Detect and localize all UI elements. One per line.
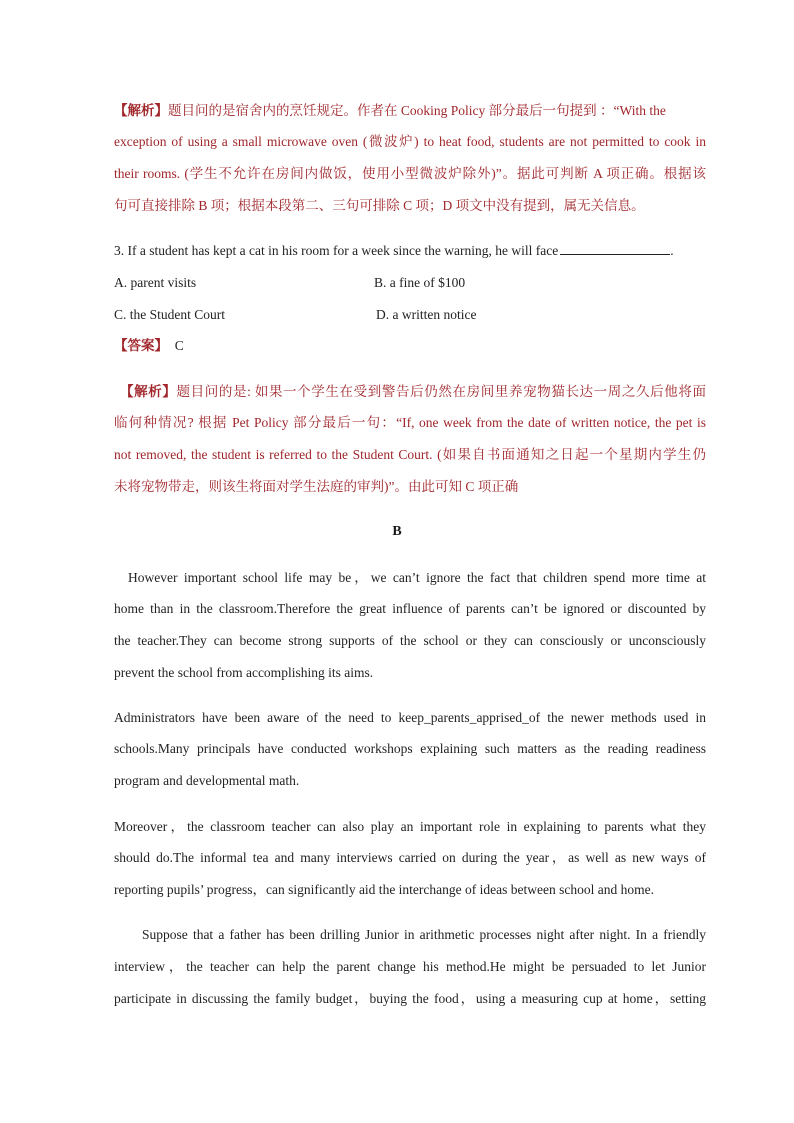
question-3-stem: 3. If a student has kept a cat in his room for a week since the warning, he will face .	[114, 243, 674, 258]
analysis-2-line-4: 未将宠物带走，则该生将面对学生法庭的审判)”。由此可知 C 项正确	[114, 479, 519, 494]
answer-line	[114, 337, 184, 355]
answer-value: C	[174, 338, 184, 353]
analysis-2-line-2: 临何种情况? 根据 Pet Policy 部分最后一句：“If, one week from the date of written notice, the pet is	[114, 415, 706, 430]
analysis-1-line-3: their rooms. (学生不允许在房间内做饭，使用小型微波炉除外)”。据此可判断 A 项正确。根据该	[114, 166, 706, 181]
passage-p2-line-3: program and developmental math.	[114, 773, 300, 788]
option-d: D. a written notice	[376, 307, 477, 322]
passage-p4-line-1: Suppose that a father has been drilling Junior in arithmetic processes night after night. In a friendly	[142, 927, 706, 942]
analysis-2-line-3: not removed, the student is referred to the Student Court. (如果自书面通知之日起一个星期内学生仍	[114, 447, 706, 462]
passage-p1-line-1: However important school life may be，we can’t ignore the fact that children spend more time at	[128, 570, 706, 585]
option-a: A. parent visits	[114, 275, 197, 290]
analysis-1-line-2: exception of using a small microwave oven (微波炉) to heat food, students are not permitted to cook in	[114, 134, 706, 149]
analysis-2-tag: 【解析】	[120, 384, 177, 399]
passage-p2-line-2: schools.Many principals have conducted workshops explaining such matters as the reading readiness	[114, 741, 706, 756]
analysis-2-line-1: 【解析】题目问的是: 如果一个学生在受到警告后仍然在房间里养宠物猫长达一周之久后他将面	[120, 384, 707, 399]
passage-p2-line-1: Administrators have been aware of the need to keep_parents_apprised_of the newer methods used in	[114, 710, 706, 725]
analysis-1-line-4: 句可直接排除 B 项；根据本段第二、三句可排除 C 项；D 项文中没有提到，属无关信息。	[114, 198, 645, 213]
option-b: B. a fine of $100	[374, 275, 466, 290]
passage-p4-line-2: interview，the teacher can help the parent change his method.He might be persuaded to let Junior	[114, 959, 706, 974]
passage-p1-line-3: the teacher.They can become strong supports of the school or they can consciously or unconsciously	[114, 633, 706, 648]
section-heading: B	[392, 524, 402, 539]
passage-p4-line-3: participate in discussing the family budget，buying the food，using a measuring cup at home，setting	[114, 991, 706, 1006]
answer-tag: 【答案】	[114, 338, 168, 353]
passage-p1-line-2: home than in the classroom.Therefore the great influence of parents can’t be ignored or discounted by	[114, 601, 706, 616]
passage-p3-line-3: reporting pupils’ progress，can significantly aid the interchange of ideas between school and home.	[114, 882, 654, 897]
analysis-1-line-1: 【解析】题目问的是宿舍内的烹饪规定。作者在 Cooking Policy 部分最后一句提到 ：“With the	[114, 103, 666, 118]
answer-blank	[560, 242, 670, 255]
passage-p1-line-4: prevent the school from accomplishing its aims.	[114, 665, 374, 680]
passage-p3-line-2: should do.The informal tea and many interviews carried on during the year，as well as new ways of	[114, 850, 706, 865]
passage-p3-line-1: Moreover，the classroom teacher can also play an important role in explaining to parents what they	[114, 819, 706, 834]
option-c: C. the Student Court	[114, 307, 225, 322]
analysis-1-tag: 【解析】	[114, 103, 168, 118]
